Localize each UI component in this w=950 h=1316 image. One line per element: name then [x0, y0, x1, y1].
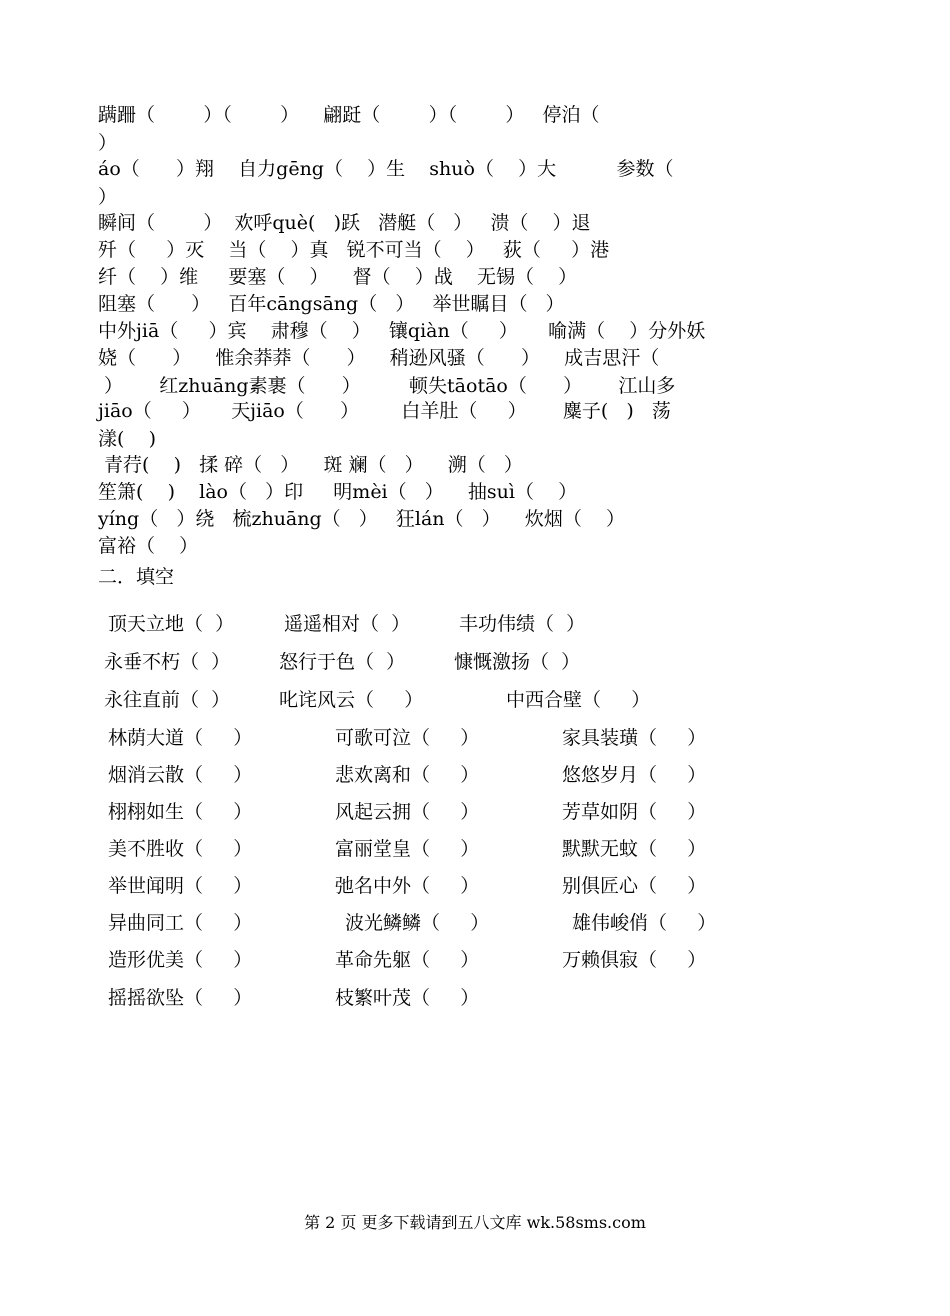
- idiom-item: 异曲同工（ ）: [108, 912, 253, 934]
- idiom-item: 弛名中外（ ）: [335, 875, 480, 897]
- idiom-item: 芳草如阴（ ）: [562, 801, 707, 823]
- pinyin-line-4: ）: [98, 186, 118, 208]
- pinyin-line-9: 中外jiā（ ）宾 肃穆（ ） 镶qiàn（ ） 喻满（ ）分外妖: [98, 320, 706, 342]
- idiom-item: 叱诧风云（ ）: [279, 689, 424, 711]
- idiom-item: 悲欢离和（ ）: [335, 764, 480, 786]
- idiom-item: 永往直前（ ）: [104, 689, 231, 711]
- idiom-item: 举世闻明（ ）: [108, 875, 253, 897]
- idiom-item: 雄伟峻俏（ ）: [572, 912, 717, 934]
- pinyin-line-6: 歼（ ）灭 当（ ）真 锐不可当（ ） 荻（ ）港: [98, 239, 610, 261]
- pinyin-line-17: 富裕（ ）: [98, 535, 199, 557]
- pinyin-line-8: 阻塞（ ） 百年cāngsāng（ ） 举世瞩目（ ）: [98, 293, 565, 315]
- idiom-item: 栩栩如生（ ）: [108, 801, 253, 823]
- section-heading: 二．填空: [98, 566, 175, 588]
- pinyin-line-3: áo（ ）翔 自力gēng（ ）生 shuò（ ）大 参数（: [98, 158, 674, 180]
- idiom-item: 悠悠岁月（ ）: [562, 764, 707, 786]
- pinyin-line-10: 娆（ ） 惟余莽莽（ ） 稍逊风骚（ ） 成吉思汗（: [98, 347, 660, 369]
- pinyin-line-11: ） 红zhuāng素裹（ ） 顿失tāotāo（ ） 江山多: [98, 375, 676, 397]
- idiom-item: 美不胜收（ ）: [108, 838, 253, 860]
- idiom-item: 可歌可泣（ ）: [335, 727, 480, 749]
- pinyin-line-12: jiāo（ ） 天jiāo（ ） 白羊肚（ ） 麋子( ) 荡: [98, 400, 671, 422]
- idiom-item: 摇摇欲坠（ ）: [108, 987, 253, 1009]
- idiom-item: 默默无蚊（ ）: [562, 838, 707, 860]
- page-footer: 第 2 页 更多下载请到五八文库 wk.58sms.com: [304, 1213, 646, 1232]
- idiom-item: 遥遥相对（ ）: [284, 613, 411, 635]
- idiom-item: 顶天立地（ ）: [108, 613, 235, 635]
- pinyin-line-2: ）: [98, 132, 118, 154]
- idiom-item: 林荫大道（ ）: [108, 727, 253, 749]
- idiom-item: 永垂不朽（ ）: [104, 651, 231, 673]
- idiom-item: 别俱匠心（ ）: [562, 875, 707, 897]
- idiom-item: 烟消云散（ ）: [108, 764, 253, 786]
- pinyin-line-7: 纤（ ）维 要塞（ ） 督（ ）战 无锡（ ）: [98, 266, 578, 288]
- idiom-item: 富丽堂皇（ ）: [335, 838, 480, 860]
- pinyin-line-15: 笙箫( ) lào（ ）印 明mèi（ ） 抽suì（ ）: [98, 481, 578, 503]
- idiom-item: 风起云拥（ ）: [335, 801, 480, 823]
- idiom-item: 革命先躯（ ）: [335, 949, 480, 971]
- idiom-item: 枝繁叶茂（ ）: [335, 987, 480, 1009]
- idiom-item: 造形优美（ ）: [108, 949, 253, 971]
- pinyin-line-13: 漾( ): [98, 428, 156, 450]
- idiom-item: 怒行于色（ ）: [279, 651, 406, 673]
- idiom-item: 中西合壁（ ）: [506, 689, 651, 711]
- idiom-item: 万赖俱寂（ ）: [562, 949, 707, 971]
- idiom-item: 家具装璜（ ）: [562, 727, 707, 749]
- idiom-item: 丰功伟绩（ ）: [459, 613, 586, 635]
- pinyin-line-14: 青荇( ) 揉 碎（ ） 斑 斓（ ） 溯（ ）: [98, 454, 523, 476]
- idiom-item: 慷慨激扬（ ）: [454, 651, 581, 673]
- idiom-item: 波光鳞鳞（ ）: [345, 912, 490, 934]
- pinyin-line-1: 蹒跚（ ）（ ） 翩跹（ ）（ ） 停泊（: [98, 104, 600, 126]
- pinyin-line-5: 瞬间（ ） 欢呼què( )跃 潜艇（ ） 溃（ ）退: [98, 212, 591, 234]
- pinyin-line-16: yíng（ ）绕 梳zhuāng（ ） 狂lán（ ） 炊烟（ ）: [98, 508, 625, 530]
